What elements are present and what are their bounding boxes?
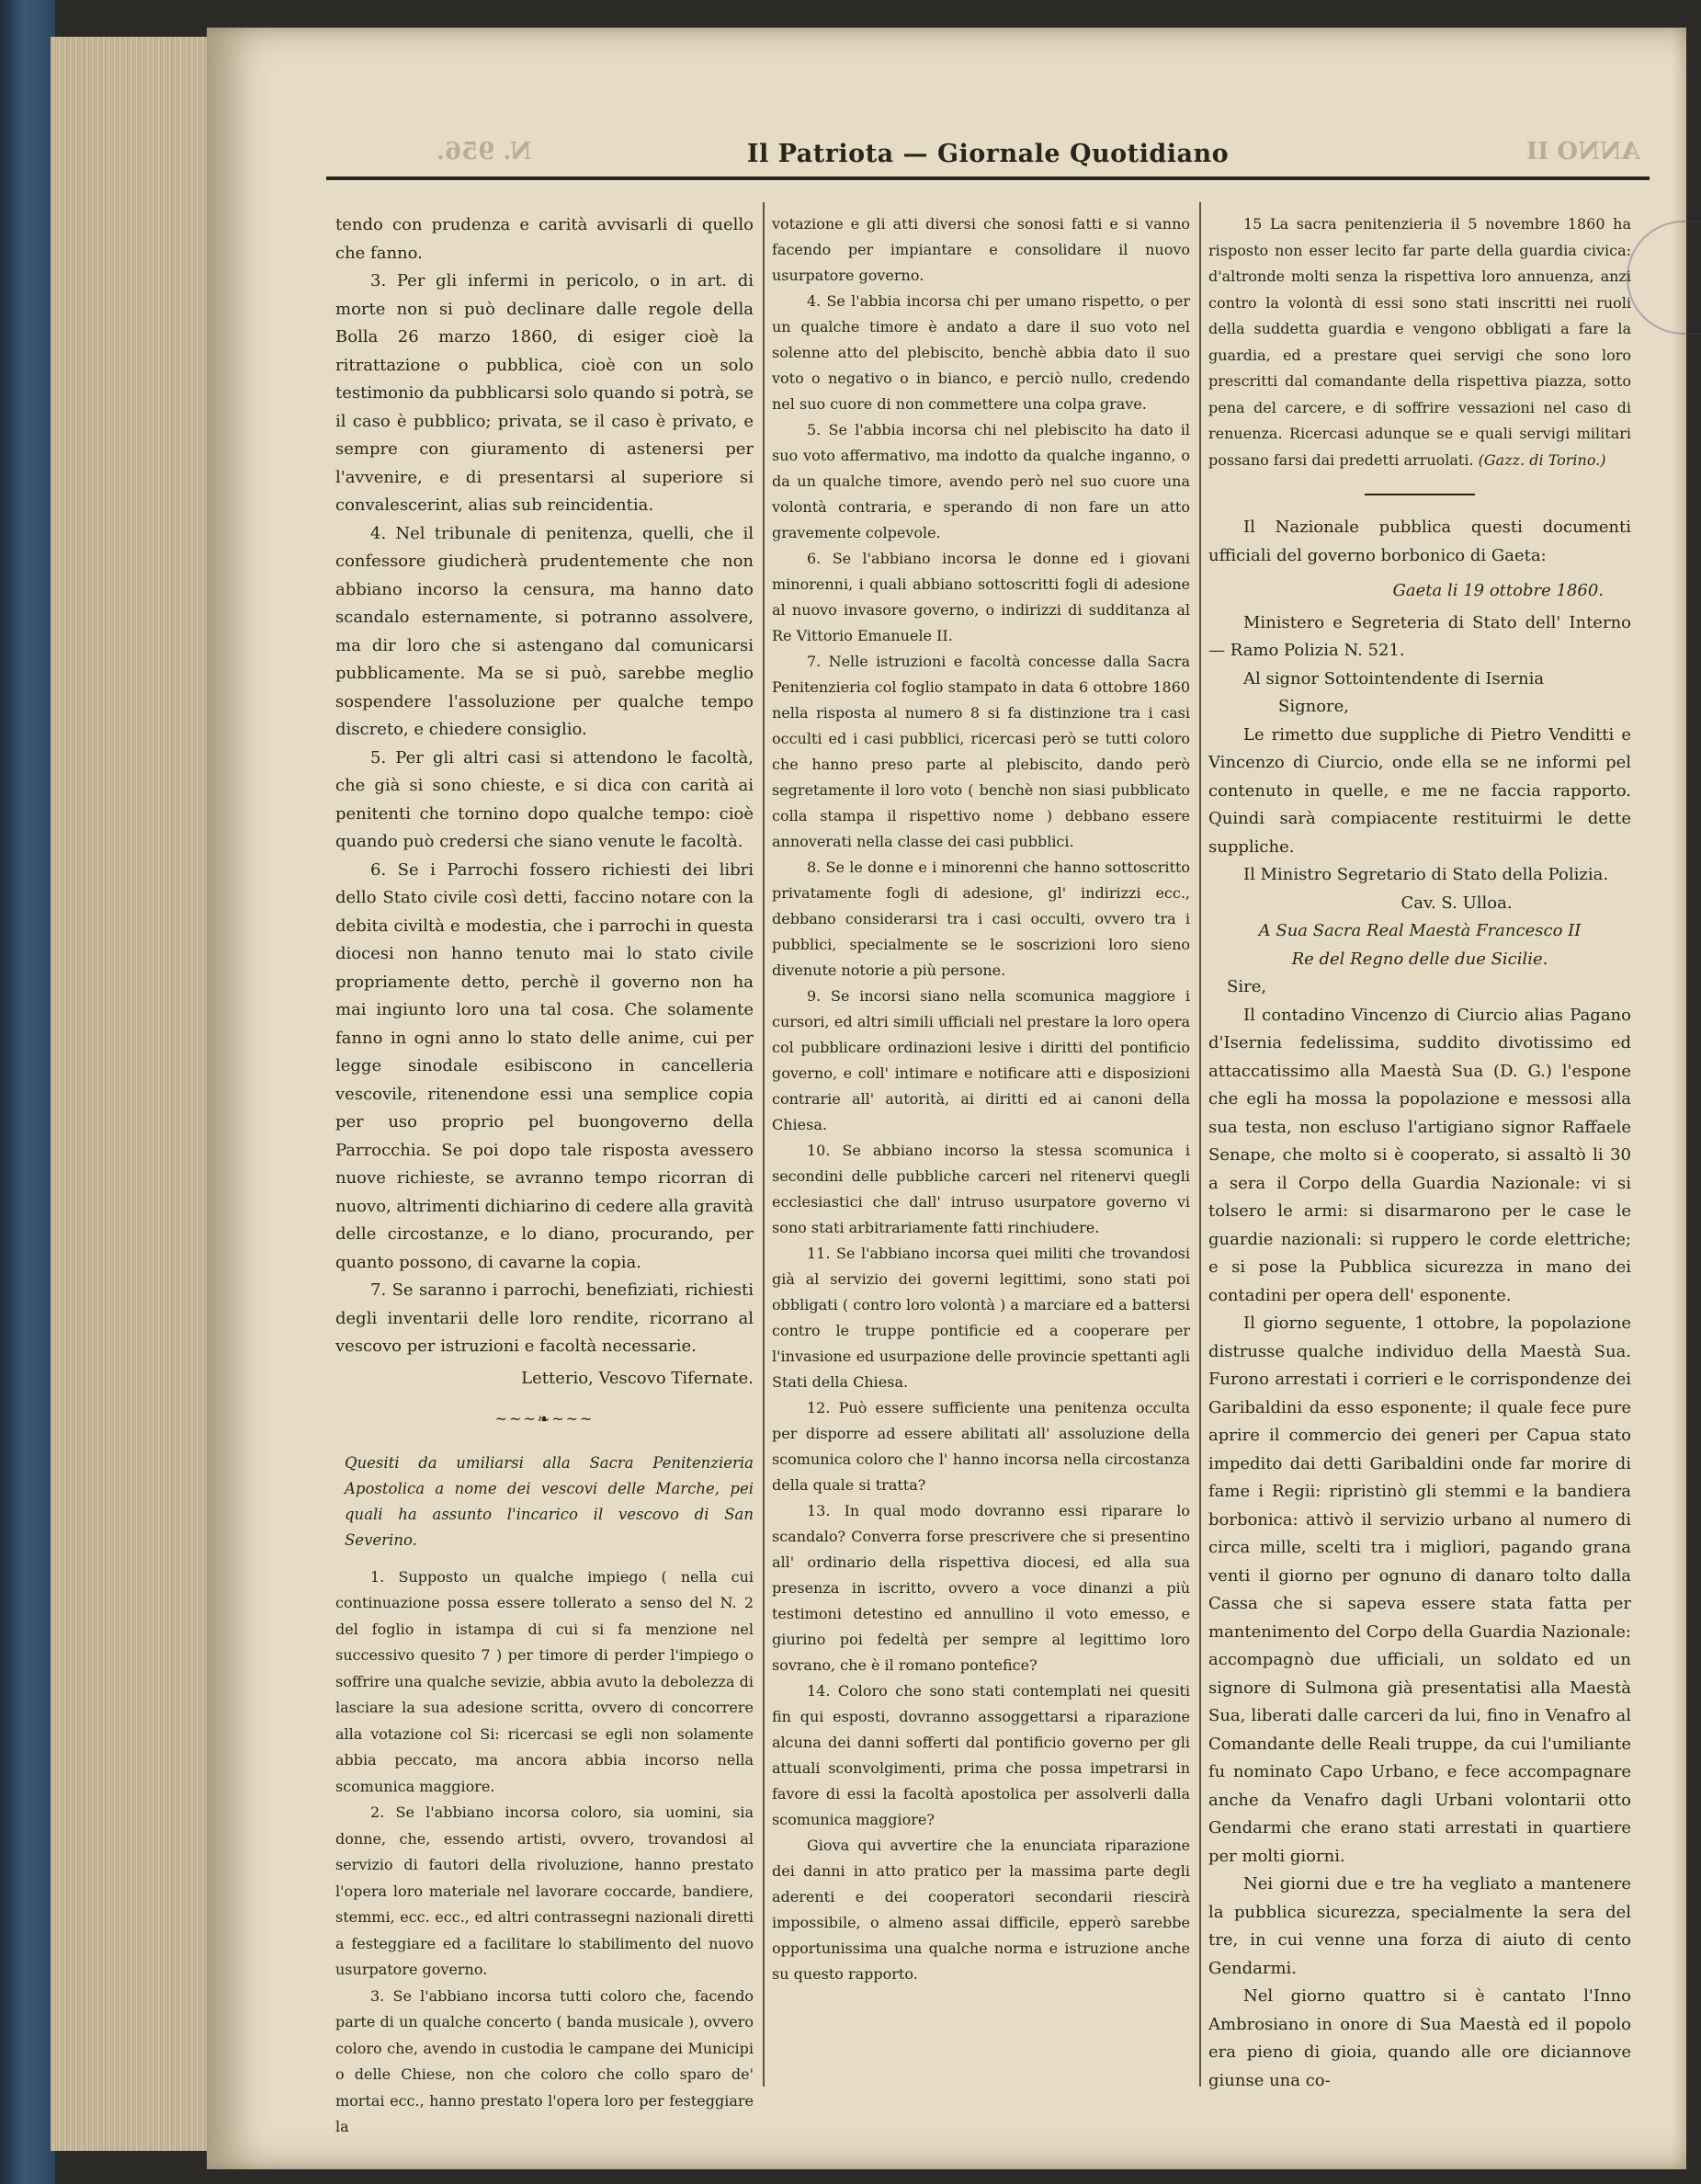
- petition-paragraph: Nel giorno quattro si è cantato l'Inno Ambrosiano in onore di Sua Maestà ed il popolo era pieno di gioia, quando alle ore diciannove giunse una co-: [1208, 1986, 1631, 2090]
- quesito: [1208, 211, 1631, 473]
- section-heading: Quesiti da umiliarsi alla Sacra Penitenzieria Apostolica a nome dei vescovi delle Marche, pei quali ha assunto l'incarico il vescovo di San Severino.: [345, 1453, 754, 1549]
- paragraph: 7. Se saranno i parrochi, benefiziati, richiesti degli inventarii delle loro rendite, ricorrano al vescovo per istruzioni e facoltà necessarie.: [335, 1280, 754, 1356]
- document-date: Gaeta li 19 ottobre 1860.: [1392, 581, 1604, 600]
- quesito: 8. Se le donne e i minorenni che hanno sottoscritto privatamente fogli di adesione, gl' indirizzi ecc., debbano considerarsi tra i casi occulti, ovvero tra i pubblici, specialmente se le soscrizioni loro sieno divenute notorie a più persone.: [772, 859, 1190, 979]
- ministry-line: Ministero e Segreteria di Stato dell' Interno — Ramo Polizia N. 521.: [1208, 612, 1631, 660]
- quesito: 14. Coloro che sono stati contemplati nei quesiti fin qui esposti, dovranno assoggettarsi a riparazione alcuna dei danni sofferti dal pontificio governo per gli attuali sconvolgimenti, prima che possa impetrarsi in favore di essi la facoltà apostolica per assolverli dalla scomunica maggiore?: [772, 1682, 1190, 1828]
- newspaper-page: [207, 28, 1686, 2169]
- page-header: [326, 119, 1650, 175]
- paragraph: 6. Se i Parrochi fossero richiesti dei libri dello Stato civile così detti, faccino notare con la debita civiltà e modestia, che i parrochi in questa diocesi non hanno tenuto mai lo stato civile propriamente detto, perchè il governo non ha mai ingiunto loro una tal cosa. Che solamente fanno in ogni anno lo stato delle anime, cui per legge sinodale esibiscono in cancelleria vescovile, ritenendone essi una semplice copia per uso proprio pel buongoverno della Parrocchia. Se poi dopo tale risposta avessero nuove richieste, se avranno tempo ricorran di nuovo, altrimenti dichiarino di cedere alla gravità delle circostanze, e lo diano, procurando, per quanto possono, di cavarne la copia.: [335, 859, 754, 1272]
- quesito: 13. In qual modo dovranno essi riparare lo scandalo? Converra forse prescrivere che si presentino all' ordinario della rispettiva diocesi, ed alla sua presenza in iscritto, ovvero a voce dinanzi a più testimoni detestino ed annullino il voto emesso, e giurino poi fedeltà per sempre al legittimo loro sovrano, che è il romano pontefice?: [772, 1502, 1190, 1674]
- book-binding: [0, 0, 55, 2184]
- paragraph: tendo con prudenza e carità avvisarli di quello che fanno.: [335, 215, 754, 263]
- quesito: 7. Nelle istruzioni e facoltà concesse dalla Sacra Penitenzieria col foglio stampato in data 6 ottobre 1860 nella risposta al numero 8 si fa distinzione tra i casi occulti ed i casi pubblici, ricercasi però se tutti coloro che hanno preso parte al plebiscito, dando però segretamente il loro voto ( benchè non siasi pubblicato colla stampa il rispettivo nome ) debbano essere annoverati nella classe dei casi pubblici.: [772, 653, 1190, 850]
- paragraph: 5. Per gli altri casi si attendono le facoltà, che già si sono chieste, e si dica con carità ai penitenti che tornino dopo qualche tempo: cioè quando può credersi che siano venute le facoltà.: [335, 747, 754, 851]
- column-1: [335, 211, 754, 2141]
- quesito: 2. Se l'abbiano incorsa coloro, sia uomini, sia donne, che, essendo artisti, ovvero, trovandosi al servizio di fautori della rivoluzione, hanno prestato l'opera loro materiale nel lavorare coccarde, bandiere, stemmi, ecc. ecc., ed altri contrassegni nazionali diretti a festeggiare ed a facilitare lo stabilimento del nuovo usurpatore governo.: [335, 1803, 754, 1978]
- signatory-name: Cav. S. Ulloa.: [1400, 893, 1513, 913]
- short-rule: [1365, 494, 1475, 495]
- quesito: 12. Può essere sufficiente una penitenza occulta per disporre ad essere abilitati all' assoluzione della scomunica coloro che l' hanno incorsa nella circostanza della quale si tratta?: [772, 1399, 1190, 1494]
- letter-body: Le rimetto due suppliche di Pietro Venditti e Vincenzo di Ciurcio, onde ella se ne informi pel contenuto in quelle, e me ne faccia rapporto. Quindi sarà compiacente restituirmi le dette suppliche.: [1208, 724, 1631, 857]
- petition-address-1: A Sua Sacra Real Maestà Francesco II: [1258, 921, 1582, 940]
- quesito: 11. Se l'abbiano incorsa quei militi che trovandosi già al servizio dei governi legittimi, sono stati poi obbligati ( contro loro volontà ) a marciare ed a battersi contro le truppe pontificie ed a cooperare per l'invasione ed usurpazione delle provincie spettanti agli Stati della Chiesa.: [772, 1245, 1190, 1391]
- quesito: 9. Se incorsi siano nella scomunica maggiore i cursori, ed altri simili ufficiali nel prestare la loro opera col pubblicare ordinazioni lesive i diritti del pontificio governo, e coll' intimare e notificare atti e disposizioni contrarie all' autorità, ai diritti ed ai canoni della Chiesa.: [772, 987, 1190, 1133]
- quesito: Giova qui avvertire che la enunciata riparazione dei danni in atto pratico per la massima parte degli aderenti e dei cooperatori secondarii riescirà impossibile, o almeno assai difficile, epperò sarebbe opportunissima una qualche norma e istruzione anche su questo rapporto.: [772, 1837, 1190, 1983]
- salutation: Signore,: [1278, 697, 1350, 716]
- column-2: [772, 211, 1190, 1987]
- signature: Letterio, Vescovo Tifernate.: [521, 1368, 754, 1388]
- quesito: 10. Se abbiano incorso la stessa scomunica i secondini delle pubbliche carceri nel ritenervi quegli ecclesiastici che dall' intruso usurpatore governo vi sono stati arbitrariamente fatti rinchiudere.: [772, 1142, 1190, 1236]
- quesito: 1. Supposto un qualche impiego ( nella cui continuazione possa essere tollerato a senso del N. 2 del foglio in istampa di cui si fa menzione nel successivo quesito 7 ) per timore di perder l'impiego o soffrire una qualche sevizie, abbia avuto la debolezza di lasciare la sua adesione scritta, ovvero di concorrere alla votazione col Si: ricercasi se egli non solamente abbia peccato, ma ancora abbia incorso nella scomunica maggiore.: [335, 1567, 754, 1795]
- page-edges: [51, 37, 216, 2151]
- ornament-divider: ~~~❧~~~: [494, 1410, 595, 1428]
- masthead-title: Il Patriota — Giornale Quotidiano: [746, 140, 1230, 168]
- column-divider-1: [763, 202, 765, 2087]
- petition-paragraph: Nei giorni due e tre ha vegliato a mantenere la pubblica sicurezza, specialmente la sera del tre, in cui venne una forza di aiuto di cento Gendarmi.: [1208, 1874, 1631, 1978]
- column-divider-2: [1199, 202, 1201, 2087]
- source-credit: (Gazz. di Torino.): [1478, 450, 1606, 469]
- petition-paragraph: Il giorno seguente, 1 ottobre, la popolazione distrusse qualche individuo della Maestà Sua. Furono arrestati i corrieri e le corrispondenze dei Garibaldini da esso esponente; il quale fece pure aprire il commercio dei generi per Capua stato impedito dai detti Garibaldini onde far morire di fame i Regii: ripristinò gli stemmi e la bandiera borbonica: attivò il servizio urbano al numero di circa mille, scelti tra i migliori, pagando grana venti il giorno per ognuno di danaro tolto dalla Cassa che si sapeva essere stata fatta per mantenimento del Corpo della Guardia Nazionale: accompagnò due ufficiali, un soldato ed un signore di Sulmona già presentatisi alla Maestà Sua, liberati dalle carceri da lui, fino in Venafro al Comandante delle Reali truppe, da cui l'umiliante fu nominato Capo Urbano, e fece accompagnare anche da Venafro dagli Urbani volontarii otto Gendarmi che erano stati arrestati in quartiere per molti giorni.: [1208, 1314, 1631, 1866]
- quesito: votazione e gli atti diversi che sonosi fatti e si vanno facendo per impiantare e consolidare il nuovo usurpatore governo.: [772, 215, 1190, 284]
- quesito: 5. Se l'abbia incorsa chi nel plebiscito ha dato il suo voto affermativo, ma indotto da qualche inganno, o da un qualche timore, avendo però nel suo cuore una volontà contraria, e sperando di non fare un atto gravemente colpevole.: [772, 421, 1190, 541]
- quesito-15-text: 15 La sacra penitenzieria il 5 novembre 1860 ha risposto non esser lecito far parte della guardia civica: d'altronde molti senza la rispettiva loro annuenza, anzi contro la volontà di essi sono stati inscritti nei ruoli della suddetta guardia e vengono obbligati a fare la guardia, ed a prestare quei servigi che sono loro prescritti dal comandante della rispettiva piazza, sotto pena del carcere, e di soffrire vessazioni nel caso di renuenza. Ricercasi adunque se e quali servigi militari possano farsi dai predetti arruolati.: [1208, 215, 1631, 469]
- quesito: 4. Se l'abbia incorsa chi per umano rispetto, o per un qualche timore è andato a dare il suo voto nel solenne atto del plebiscito, benchè abbia dato il suo voto o negativo o in bianco, e perciò nullo, credendo nel suo cuore di non commettere una colpa grave.: [772, 292, 1190, 413]
- bleed-through-right: ANNO II: [1526, 138, 1640, 165]
- bleed-through-left: N. 956.: [437, 138, 532, 165]
- signatory-title: Il Ministro Segretario di Stato della Polizia.: [1243, 865, 1609, 884]
- header-rule: [326, 176, 1650, 180]
- column-3: [1208, 211, 1631, 2095]
- addressee: Al signor Sottointendente di Isernia: [1243, 668, 1545, 688]
- petition-paragraph: Il contadino Vincenzo di Ciurcio alias Pagano d'Isernia fedelissima, suddito divotissimo ed attaccatissimo alla Maestà Sua (D. G.) l'espone che egli ha mossa la popolazione e messosi alla sua testa, non escluso l'artigiano signor Raffaele Senape, che molto si è cooperato, si assaltò li 30 a sera il Corpo della Guardia Nazionale: vi si tolsero le armi: si disarmarono per le case le guardie nazionali: si ruppero le corde elettriche; e si pose la Pubblica sicurezza in mano dei contadini per opera dell' esponente.: [1208, 1005, 1631, 1305]
- paragraph: 4. Nel tribunale di penitenza, quelli, che il confessore giudicherà prudentemente che non abbiano incorso la censura, ma hanno dato scandalo esternamente, si potranno assolvere, ma dir loro che si astengano dal comunicarsi pubblicamente. Ma se si può, sarebbe meglio sospendere l'assoluzione per qualche tempo discreto, e chiedere consiglio.: [335, 523, 754, 739]
- petition-address-2: Re del Regno delle due Sicilie.: [1291, 949, 1548, 969]
- paragraph: 3. Per gli infermi in pericolo, o in art. di morte non si può declinare dalle regole della Bolla 26 marzo 1860, di esiger cioè la ritrattazione o pubblica, cioè con un solo testimonio da pubblicarsi solo quando si potrà, se il caso è pubblico; privata, se il caso è privato, e sempre con giuramento di astenersi per l'avvenire, e di presentarsi al superiore si convalescerint, alias sub reincidentia.: [335, 271, 754, 515]
- quesito: 6. Se l'abbiano incorsa le donne ed i giovani minorenni, i quali abbiano sottoscritti fogli di adesione al nuovo invasore governo, o indirizzi di sudditanza al Re Vittorio Emanuele II.: [772, 550, 1190, 644]
- quesito: 3. Se l'abbiano incorsa tutti coloro che, facendo parte di un qualche concerto ( banda musicale ), ovvero coloro che, avendo in custodia le campane dei Municipi o delle Chiese, non che coloro che collo sparo de' mortai ecc., hanno prestato l'opera loro per festeggiare la: [335, 1986, 754, 2135]
- petition-salutation: Sire,: [1227, 977, 1267, 996]
- intro-paragraph: Il Nazionale pubblica questi documenti ufficiali del governo borbonico di Gaeta:: [1208, 518, 1631, 565]
